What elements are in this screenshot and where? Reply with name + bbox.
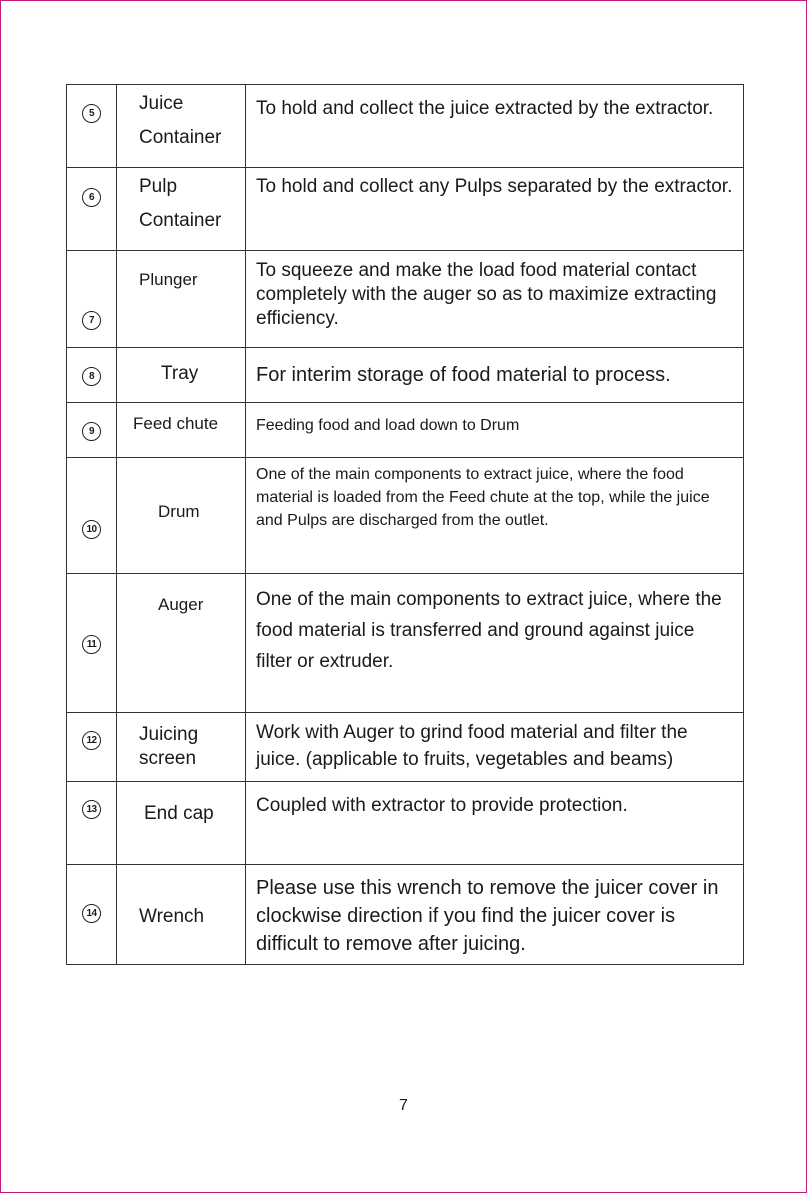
part-description: To squeeze and make the load food material contact completely with the auger so as to maximize extracting efficiency. xyxy=(256,260,717,329)
part-name: Juicing screen xyxy=(139,724,199,769)
part-name: Tray xyxy=(161,363,199,384)
page-number: 7 xyxy=(399,1097,408,1114)
table-row xyxy=(67,403,744,458)
part-number: 13 xyxy=(82,800,101,819)
table-row xyxy=(67,251,744,348)
part-description: Feeding food and load down to Drum xyxy=(256,417,520,434)
part-name: Feed chute xyxy=(133,414,219,433)
part-number: 12 xyxy=(82,731,101,750)
table-row xyxy=(67,782,744,865)
part-name: End cap xyxy=(144,803,214,824)
table-row xyxy=(67,713,744,782)
part-number: 10 xyxy=(82,520,101,539)
parts-table xyxy=(66,84,744,965)
part-description: For interim storage of food material to process. xyxy=(256,364,671,386)
part-name: Wrench xyxy=(139,906,205,927)
part-number: 5 xyxy=(82,104,101,123)
part-number: 14 xyxy=(82,904,101,923)
part-number: 6 xyxy=(82,188,101,207)
part-description: One of the main components to extract juice, where the food material is transferred and ground against juice filter or extruder. xyxy=(256,589,722,672)
part-description: One of the main components to extract juice, where the food material is loaded from the Feed chute at the top, while the juice and Pulps are discharged from the outlet. xyxy=(256,466,710,529)
table-row xyxy=(67,85,744,168)
part-description: Please use this wrench to remove the juicer cover in clockwise direction if you find the juicer cover is difficult to remove after juicing. xyxy=(256,877,719,955)
part-description: Coupled with extractor to provide protection. xyxy=(256,795,628,816)
part-name: Auger xyxy=(158,595,204,614)
table-row xyxy=(67,865,744,965)
part-number: 8 xyxy=(82,367,101,386)
table-row xyxy=(67,574,744,713)
part-name: Pulp Container xyxy=(139,176,222,231)
table-row xyxy=(67,458,744,574)
table-row xyxy=(67,348,744,403)
part-number: 9 xyxy=(82,422,101,441)
part-description: To hold and collect any Pulps separated by the extractor. xyxy=(256,176,733,197)
part-description: Work with Auger to grind food material and filter the juice. (applicable to fruits, vegetables and beams) xyxy=(256,722,688,770)
part-number: 7 xyxy=(82,311,101,330)
part-name: Drum xyxy=(158,502,200,521)
table-row xyxy=(67,168,744,251)
part-description: To hold and collect the juice extracted by the extractor. xyxy=(256,98,714,119)
part-name: Plunger xyxy=(139,270,198,289)
part-number: 11 xyxy=(82,635,101,654)
part-name: Juice Container xyxy=(139,93,222,148)
